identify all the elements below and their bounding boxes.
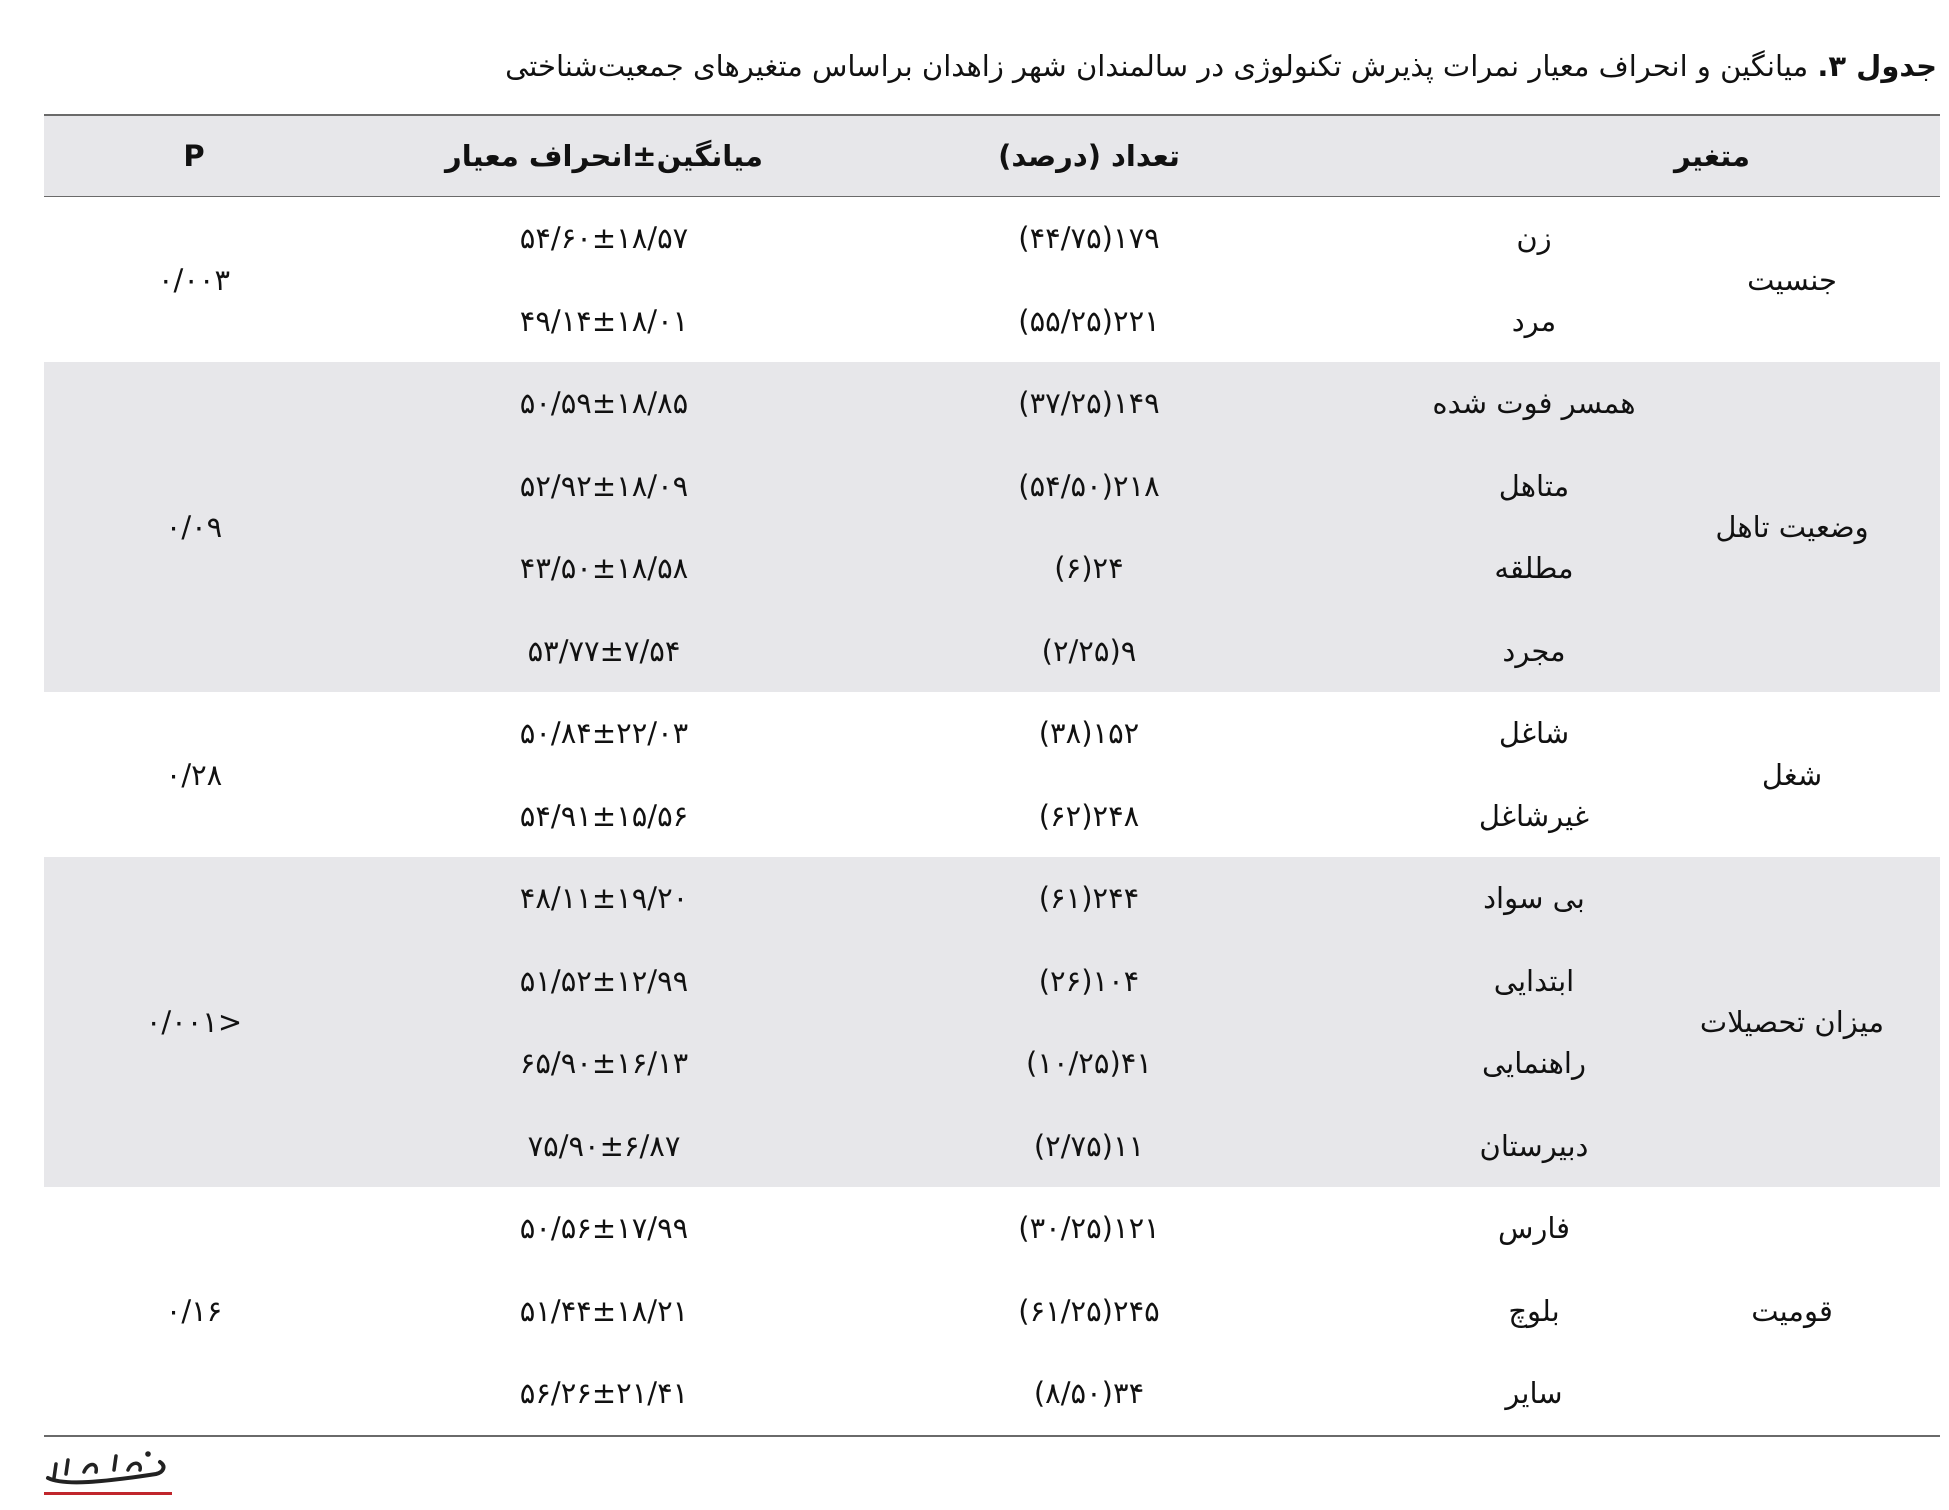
row-label: ابتدایی	[1493, 963, 1575, 998]
p-value: ۰/۱۶	[165, 1293, 223, 1328]
row-mean-sd: ۵۰/۵۶±۱۷/۹۹	[519, 1211, 689, 1245]
row-label: بلوچ	[1508, 1293, 1560, 1328]
row-label: مطلقه	[1494, 551, 1574, 585]
row-mean-sd: ۵۴/۹۱±۱۵/۵۶	[519, 798, 689, 833]
row-mean-sd: ۵۰/۵۹±۱۸/۸۵	[519, 386, 689, 420]
row-mean-sd: ۵۰/۸۴±۲۲/۰۳	[519, 716, 689, 750]
row-label: بی سواد	[1483, 881, 1585, 915]
caption-label: جدول ۳.	[1817, 49, 1937, 83]
row-count: ۱۵۲(۳۸)	[1038, 716, 1140, 750]
caption-text: میانگین و انحراف معیار نمرات پذیرش تکنولوژی در سالمندان شهر زاهدان براساس متغیرهای جمعیت‌شناختی	[505, 49, 1809, 83]
row-mean-sd: ۵۱/۵۲±۱۲/۹۹	[519, 963, 689, 998]
row-mean-sd: ۵۶/۲۶±۲۱/۴۱	[519, 1376, 689, 1410]
row-mean-sd: ۵۴/۶۰±۱۸/۵۷	[519, 221, 689, 255]
header-mean-sd: میانگین±انحراف معیار	[445, 139, 763, 173]
group-gender	[44, 197, 1940, 362]
group-marital-status	[44, 362, 1940, 692]
table-row	[44, 1187, 1940, 1270]
demographics-table	[44, 114, 1940, 1437]
row-label: غیرشاغل	[1478, 798, 1590, 833]
table-row	[44, 197, 1940, 280]
row-label: مجرد	[1502, 633, 1566, 668]
table-row	[44, 1022, 1940, 1105]
table-row	[44, 610, 1940, 693]
table-row	[44, 692, 1940, 775]
p-value: ۰/۰۰۳	[157, 262, 231, 297]
table-row	[44, 857, 1940, 940]
group-name: شغل	[1761, 757, 1823, 792]
group-ethnicity	[44, 1187, 1940, 1435]
table-row	[44, 527, 1940, 610]
row-count: ۲۱۸(۵۴/۵۰)	[1018, 468, 1160, 503]
row-mean-sd: ۴۹/۱۴±۱۸/۰۱	[519, 303, 689, 338]
group-name: میزان تحصیلات	[1699, 1005, 1885, 1039]
group-name: جنسیت	[1747, 262, 1837, 297]
row-count: ۴۱(۱۰/۲۵)	[1026, 1046, 1152, 1080]
row-label: شاغل	[1498, 716, 1570, 750]
row-count: ۱۱(۲/۷۵)	[1033, 1128, 1145, 1163]
row-mean-sd: ۵۱/۴۴±۱۸/۲۱	[519, 1293, 689, 1328]
row-label: فارس	[1497, 1211, 1571, 1245]
group-education	[44, 857, 1940, 1187]
table-row	[44, 445, 1940, 528]
row-count: ۲۴(۶)	[1054, 551, 1124, 585]
row-count: ۲۴۸(۶۲)	[1038, 798, 1140, 833]
row-count: ۱۷۹(۴۴/۷۵)	[1018, 221, 1160, 255]
row-mean-sd: ۷۵/۹۰±۶/۸۷	[527, 1128, 681, 1163]
table-bottom-rule	[44, 1435, 1940, 1437]
table-header	[44, 116, 1940, 196]
row-count: ۱۴۹(۳۷/۲۵)	[1018, 386, 1160, 420]
group-name: قومیت	[1751, 1293, 1833, 1328]
table-row	[44, 940, 1940, 1023]
row-mean-sd: ۴۸/۱۱±۱۹/۲۰	[519, 881, 689, 915]
row-label: زن	[1516, 221, 1552, 255]
row-mean-sd: ۴۳/۵۰±۱۸/۵۸	[519, 551, 689, 585]
row-label: همسر فوت شده	[1432, 386, 1636, 420]
salmand-logo	[44, 1438, 174, 1498]
row-mean-sd: ۶۵/۹۰±۱۶/۱۳	[519, 1046, 689, 1080]
table-row	[44, 1105, 1940, 1188]
row-label: راهنمایی	[1482, 1046, 1586, 1080]
row-count: ۲۴۵(۶۱/۲۵)	[1018, 1293, 1160, 1328]
row-mean-sd: ۵۲/۹۲±۱۸/۰۹	[519, 468, 689, 503]
table-row	[44, 362, 1940, 445]
table-row	[44, 280, 1940, 363]
header-variable: متغیر	[1673, 139, 1751, 173]
row-count: ۳۴(۸/۵۰)	[1033, 1376, 1145, 1410]
row-label: مرد	[1511, 303, 1557, 338]
row-count: ۲۴۴(۶۱)	[1038, 881, 1140, 915]
header-p: P	[183, 139, 205, 173]
row-label: سایر	[1505, 1376, 1563, 1410]
table-row	[44, 1270, 1940, 1353]
row-count: ۱۲۱(۳۰/۲۵)	[1018, 1211, 1160, 1245]
header-count: تعداد (درصد)	[998, 139, 1180, 173]
group-occupation	[44, 692, 1940, 857]
row-label: متاهل	[1498, 468, 1570, 503]
table-row	[44, 775, 1940, 858]
p-value: ۰/۲۸	[165, 757, 223, 792]
row-label: دبیرستان	[1479, 1128, 1589, 1163]
group-name: وضعیت تاهل	[1715, 510, 1869, 544]
p-value: <۰/۰۰۱	[145, 1005, 243, 1039]
table-caption	[17, 44, 1937, 88]
row-count: ۲۲۱(۵۵/۲۵)	[1018, 303, 1160, 338]
table-row	[44, 1352, 1940, 1435]
row-count: ۹(۲/۲۵)	[1041, 633, 1137, 668]
p-value: ۰/۰۹	[165, 510, 223, 544]
row-mean-sd: ۵۳/۷۷±۷/۵۴	[527, 633, 681, 668]
row-count: ۱۰۴(۲۶)	[1038, 963, 1140, 998]
